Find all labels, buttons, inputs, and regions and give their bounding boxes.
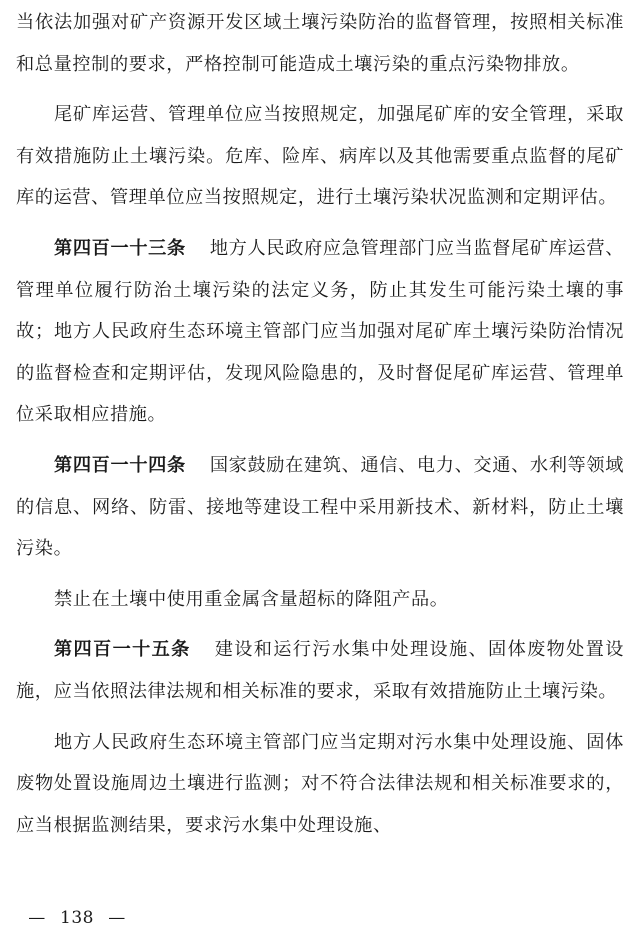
page-footer	[22, 908, 132, 928]
paragraph-text: 建设和运行污水集中处理设施、固体废物处置设施，应当依照法律法规和相关标准的要求，采取有效措施防止土壤污染。	[16, 639, 624, 702]
paragraph-text: 禁止在土壤中使用重金属含量超标的降阻产品。	[54, 588, 449, 610]
article-413	[16, 228, 624, 436]
paragraph-text: 地方人民政府生态环境主管部门应当定期对污水集中处理设施、固体废物处置设施周边土壤进行监测；对不符合法律法规和相关标准要求的，应当根据监测结果，要求污水集中处理设施、	[16, 731, 624, 836]
article-415	[16, 629, 624, 712]
article-number: 第四百一十四条	[54, 454, 186, 476]
paragraph-text: 地方人民政府应急管理部门应当监督尾矿库运营、管理单位履行防治土壤污染的法定义务，防止其发生可能污染土壤的事故；地方人民政府生态环境主管部门应当加强对尾矿库土壤污染防治情况的监督检查和定期评估，发现风险隐患的，及时督促尾矿库运营、管理单位采取相应措施。	[16, 237, 625, 426]
footer-dash-right: —	[108, 908, 126, 928]
footer-dash-left: —	[28, 908, 46, 928]
document-page	[16, 2, 624, 855]
paragraph-2	[16, 94, 624, 219]
paragraph-text: 尾矿库运营、管理单位应当按照规定，加强尾矿库的安全管理，采取有效措施防止土壤污染。危库、险库、病库以及其他需要重点监督的尾矿库的运营、管理单位应当按照规定，进行土壤污染状况监测和定期评估。	[16, 104, 624, 209]
article-number: 第四百一十五条	[54, 639, 191, 661]
paragraph-text: 当依法加强对矿产资源开发区域土壤污染防治的监督管理，按照相关标准和总量控制的要求，严格控制可能造成土壤污染的重点污染物排放。	[16, 12, 624, 75]
paragraph-5	[16, 579, 624, 621]
article-number: 第四百一十三条	[54, 237, 186, 259]
paragraph-1	[16, 2, 624, 85]
paragraph-7	[16, 722, 624, 847]
article-414	[16, 445, 624, 570]
page-number: 138	[60, 908, 94, 928]
paragraph-text: 国家鼓励在建筑、通信、电力、交通、水利等领域的信息、网络、防雷、接地等建设工程中采用新技术、新材料，防止土壤污染。	[16, 454, 625, 560]
